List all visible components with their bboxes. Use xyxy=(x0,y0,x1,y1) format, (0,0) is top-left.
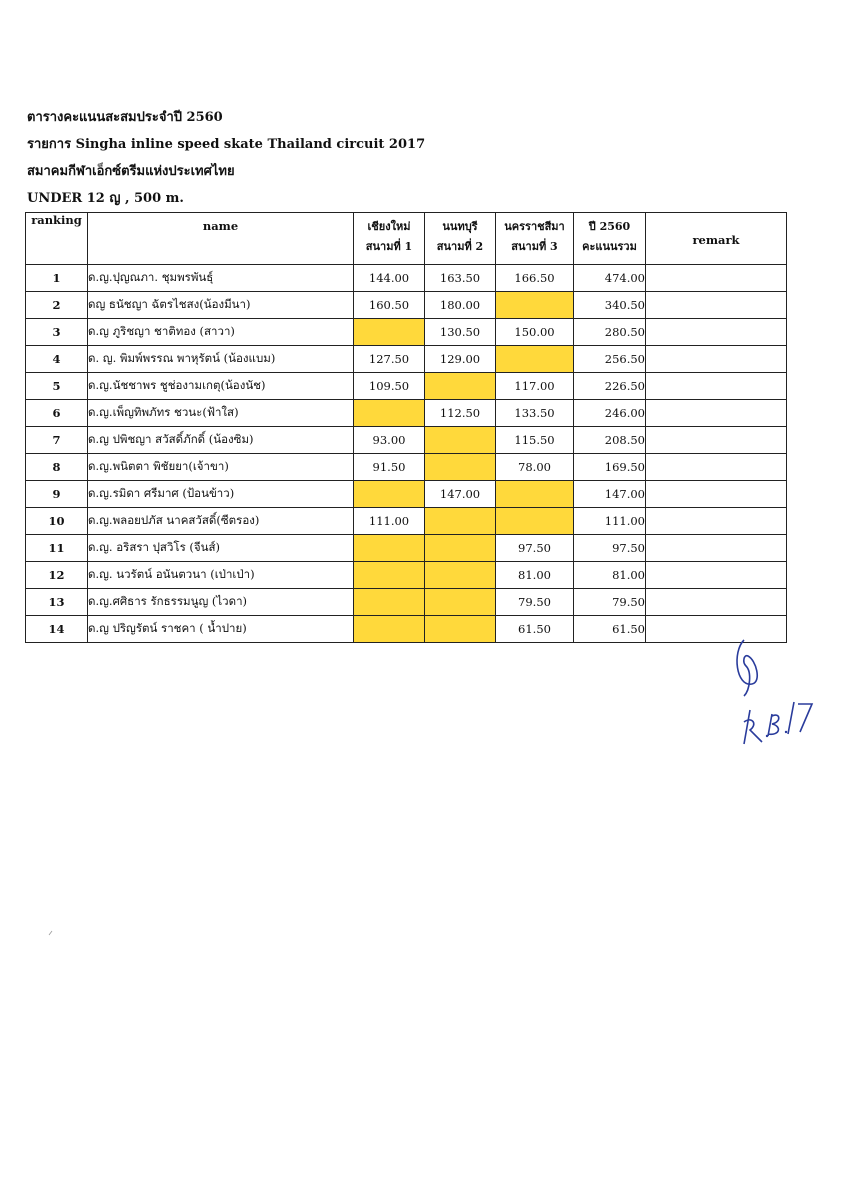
venue-2-score: 180.00 xyxy=(425,292,496,319)
venue-1-score xyxy=(354,589,425,616)
venue-1-score xyxy=(354,481,425,508)
rank-cell: 8 xyxy=(26,454,88,481)
rank-cell: 1 xyxy=(26,265,88,292)
venue-1-score: 160.50 xyxy=(354,292,425,319)
total-score: 169.50 xyxy=(574,454,646,481)
venue-1-score: 91.50 xyxy=(354,454,425,481)
venue-3-score xyxy=(496,481,574,508)
venue-3-score: 115.50 xyxy=(496,427,574,454)
table-row xyxy=(26,481,787,508)
venue-1-score: 144.00 xyxy=(354,265,425,292)
venue-3-score xyxy=(496,346,574,373)
remark-cell xyxy=(646,589,787,616)
header-ranking: ranking xyxy=(26,213,88,265)
table-header-row xyxy=(26,213,787,265)
name-cell: ด. ญ. พิมพ์พรรณ พาหุรัตน์ (น้องแบม) xyxy=(88,346,354,373)
rank-cell: 14 xyxy=(26,616,88,643)
table-row xyxy=(26,454,787,481)
name-cell: ด.ญ.นัชชาพร ชูช่องามเกตุ(น้องนัช) xyxy=(88,373,354,400)
table-row xyxy=(26,562,787,589)
total-score: 79.50 xyxy=(574,589,646,616)
venue-2-score xyxy=(425,373,496,400)
name-cell: ด.ญ ปพิชญา สวัสดิ์ภักดิ์ (น้องซิม) xyxy=(88,427,354,454)
rank-cell: 13 xyxy=(26,589,88,616)
venue-2-score xyxy=(425,589,496,616)
total-score: 111.00 xyxy=(574,508,646,535)
venue-2-score xyxy=(425,454,496,481)
remark-cell xyxy=(646,319,787,346)
rank-cell: 3 xyxy=(26,319,88,346)
venue-1-score: 127.50 xyxy=(354,346,425,373)
venue-3-score: 150.00 xyxy=(496,319,574,346)
venue-3-score: 133.50 xyxy=(496,400,574,427)
header-title: ตารางคะแนนสะสมประจำปี 2560 xyxy=(27,110,223,125)
name-cell: ด.ญ ภูริชญา ชาติทอง (สาวา) xyxy=(88,319,354,346)
name-cell: ดญ ธนัชญา ฉัตรไชสง(น้องมีนา) xyxy=(88,292,354,319)
venue-1-score: 111.00 xyxy=(354,508,425,535)
header-venue-1: เชียงใหม่ สนามที่ 1 xyxy=(354,213,425,265)
remark-cell xyxy=(646,265,787,292)
rank-cell: 9 xyxy=(26,481,88,508)
total-score: 97.50 xyxy=(574,535,646,562)
remark-cell xyxy=(646,373,787,400)
name-cell: ด.ญ.พลอยปภัส นาคสวัสดิ์(ซีตรอง) xyxy=(88,508,354,535)
venue-1-score xyxy=(354,562,425,589)
total-score: 280.50 xyxy=(574,319,646,346)
total-score: 340.50 xyxy=(574,292,646,319)
name-cell: ด.ญ.พนิตตา พิชัยยา(เจ้าขา) xyxy=(88,454,354,481)
table-row xyxy=(26,346,787,373)
venue-3-score: 78.00 xyxy=(496,454,574,481)
rank-cell: 4 xyxy=(26,346,88,373)
venue-3-score: 117.00 xyxy=(496,373,574,400)
venue-3-score xyxy=(496,508,574,535)
total-score: 256.50 xyxy=(574,346,646,373)
header-total: ปี 2560 คะแนนรวม xyxy=(574,213,646,265)
venue-1-score xyxy=(354,400,425,427)
remark-cell xyxy=(646,292,787,319)
name-cell: ด.ญ.รมิดา ศรีมาศ (ป้อนข้าว) xyxy=(88,481,354,508)
table-row xyxy=(26,535,787,562)
venue-1-score: 109.50 xyxy=(354,373,425,400)
venue-3-score: 97.50 xyxy=(496,535,574,562)
table-row xyxy=(26,265,787,292)
venue-1-score xyxy=(354,319,425,346)
name-cell: ด.ญ.เพ็ญทิพภัทร ชวนะ(ฟ้าใส) xyxy=(88,400,354,427)
score-table xyxy=(25,212,787,643)
header-association: สมาคมกีฬาเอ็กซ์ตรีมแห่งประเทศไทย xyxy=(27,164,235,179)
name-cell: ด.ญ.ศศิธาร รักธรรมนูญ (ไวดา) xyxy=(88,589,354,616)
name-cell: ด.ญ ปริญรัตน์ ราชคา ( น้ำปาย) xyxy=(88,616,354,643)
venue-2-score: 147.00 xyxy=(425,481,496,508)
rank-cell: 5 xyxy=(26,373,88,400)
table-row xyxy=(26,616,787,643)
header-event: รายการ Singha inline speed skate Thailand circuit 2017 xyxy=(27,137,426,152)
remark-cell xyxy=(646,481,787,508)
header-venue-3: นครราชสีมา สนามที่ 3 xyxy=(496,213,574,265)
table-row xyxy=(26,589,787,616)
venue-2-score: 163.50 xyxy=(425,265,496,292)
venue-1-score: 93.00 xyxy=(354,427,425,454)
rank-cell: 12 xyxy=(26,562,88,589)
venue-3-score: 81.00 xyxy=(496,562,574,589)
rank-cell: 6 xyxy=(26,400,88,427)
scan-speck xyxy=(48,930,54,936)
remark-cell xyxy=(646,400,787,427)
venue-1-score xyxy=(354,535,425,562)
rank-cell: 11 xyxy=(26,535,88,562)
venue-1-score xyxy=(354,616,425,643)
name-cell: ด.ญ.ปุญณภา. ชุมพรพันธุ์ xyxy=(88,265,354,292)
venue-3-score: 166.50 xyxy=(496,265,574,292)
total-score: 208.50 xyxy=(574,427,646,454)
remark-cell xyxy=(646,535,787,562)
table-row xyxy=(26,292,787,319)
header-category: UNDER 12 ญ , 500 m. xyxy=(27,191,184,206)
total-score: 474.00 xyxy=(574,265,646,292)
table-row xyxy=(26,508,787,535)
total-score: 81.00 xyxy=(574,562,646,589)
remark-cell xyxy=(646,454,787,481)
venue-3-score xyxy=(496,292,574,319)
table-row xyxy=(26,400,787,427)
name-cell: ด.ญ. อริสรา ปุสวิโร (จีนส์) xyxy=(88,535,354,562)
rank-cell: 7 xyxy=(26,427,88,454)
venue-2-score: 130.50 xyxy=(425,319,496,346)
table-row xyxy=(26,427,787,454)
remark-cell xyxy=(646,346,787,373)
handwritten-signature xyxy=(722,632,822,762)
table-row xyxy=(26,319,787,346)
total-score: 246.00 xyxy=(574,400,646,427)
rank-cell: 10 xyxy=(26,508,88,535)
remark-cell xyxy=(646,508,787,535)
name-cell: ด.ญ. นวรัตน์ อนันตวนา (เป่าเป่า) xyxy=(88,562,354,589)
header-venue-2: นนทบุรี สนามที่ 2 xyxy=(425,213,496,265)
header-name: name xyxy=(88,213,354,265)
venue-2-score xyxy=(425,427,496,454)
table-body xyxy=(26,265,787,643)
remark-cell xyxy=(646,562,787,589)
remark-cell xyxy=(646,427,787,454)
rank-cell: 2 xyxy=(26,292,88,319)
total-score: 226.50 xyxy=(574,373,646,400)
total-score: 147.00 xyxy=(574,481,646,508)
venue-2-score: 112.50 xyxy=(425,400,496,427)
total-score: 61.50 xyxy=(574,616,646,643)
venue-2-score xyxy=(425,562,496,589)
header-remark: remark xyxy=(646,213,787,265)
venue-2-score: 129.00 xyxy=(425,346,496,373)
venue-3-score: 61.50 xyxy=(496,616,574,643)
table-row xyxy=(26,373,787,400)
venue-2-score xyxy=(425,535,496,562)
venue-3-score: 79.50 xyxy=(496,589,574,616)
venue-2-score xyxy=(425,508,496,535)
document-header xyxy=(27,104,425,212)
venue-2-score xyxy=(425,616,496,643)
